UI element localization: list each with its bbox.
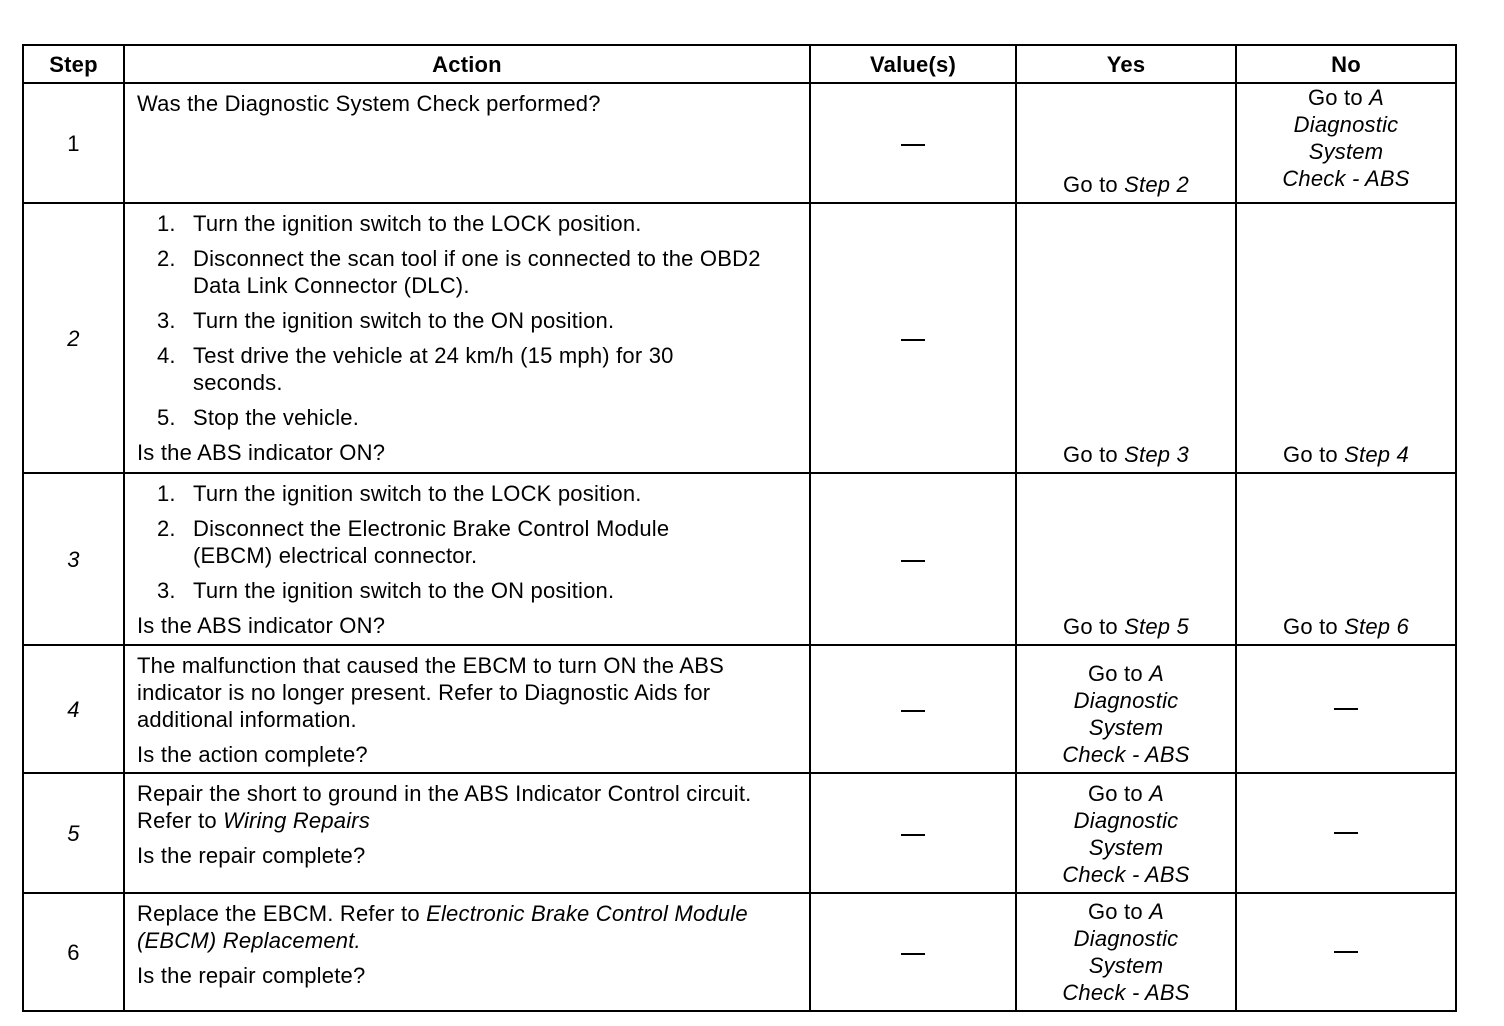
- yes-link[interactable]: Step 5: [1124, 614, 1189, 639]
- action-step: 1. Turn the ignition switch to the LOCK position.: [157, 481, 642, 506]
- action-cell: [124, 645, 810, 773]
- no-cell: [1236, 645, 1456, 773]
- header-action: Action: [124, 45, 810, 83]
- action-link[interactable]: Electronic Brake Control Module (EBCM) Replacement.: [137, 901, 748, 953]
- action-text: Repair the short to ground in the ABS Indicator Control circuit. Refer to Wiring Repairs: [137, 781, 752, 833]
- value-cell: [810, 645, 1016, 773]
- yes-prefix: Go to: [1088, 661, 1150, 686]
- no-dash: [1334, 708, 1358, 710]
- action-cell: [124, 473, 810, 645]
- value-cell: [810, 473, 1016, 645]
- no-link[interactable]: A Diagnostic System Check - ABS: [1282, 85, 1410, 191]
- yes-prefix: Go to: [1063, 172, 1125, 197]
- action-step: 4. Test drive the vehicle at 24 km/h (15 mph) for 30 seconds.: [157, 343, 674, 395]
- table-row: [23, 773, 1456, 893]
- diagnostic-table: [22, 44, 1457, 1012]
- yes-link[interactable]: A Diagnostic System Check - ABS: [1062, 661, 1190, 767]
- yes-cell: [1016, 893, 1236, 1011]
- yes-prefix: Go to: [1063, 442, 1125, 467]
- yes-cell: [1016, 473, 1236, 645]
- table-row: [23, 645, 1456, 773]
- no-link[interactable]: Step 6: [1344, 614, 1409, 639]
- value-dash: [901, 339, 925, 341]
- action-question: Is the ABS indicator ON?: [137, 440, 386, 465]
- no-cell: [1236, 203, 1456, 473]
- table-row: [23, 203, 1456, 473]
- value-dash: [901, 560, 925, 562]
- action-question: Was the Diagnostic System Check performed?: [137, 91, 601, 116]
- diagnostic-table-wrapper: [22, 44, 1455, 1012]
- yes-cell: [1016, 83, 1236, 203]
- action-step: 1. Turn the ignition switch to the LOCK position.: [157, 211, 642, 236]
- action-question: Is the repair complete?: [137, 963, 366, 988]
- table-row: [23, 83, 1456, 203]
- step-number: 2: [23, 203, 124, 473]
- action-cell: [124, 203, 810, 473]
- action-cell: [124, 773, 810, 893]
- action-step: 2. Disconnect the Electronic Brake Control Module (EBCM) electrical connector.: [157, 516, 670, 568]
- value-cell: [810, 893, 1016, 1011]
- action-text: The malfunction that caused the EBCM to turn ON the ABS indicator is no longer present. Refer to Diagnostic Aids for additional information.: [137, 653, 724, 732]
- yes-prefix: Go to: [1088, 781, 1150, 806]
- yes-cell: [1016, 773, 1236, 893]
- no-link[interactable]: Step 4: [1344, 442, 1409, 467]
- no-cell: [1236, 893, 1456, 1011]
- action-cell: [124, 83, 810, 203]
- action-question: Is the repair complete?: [137, 843, 366, 868]
- yes-link[interactable]: Step 2: [1124, 172, 1189, 197]
- no-prefix: Go to: [1283, 614, 1345, 639]
- action-step: 3. Turn the ignition switch to the ON position.: [157, 578, 615, 603]
- action-step: 2. Disconnect the scan tool if one is connected to the OBD2 Data Link Connector (DLC).: [157, 246, 761, 298]
- header-no: No: [1236, 45, 1456, 83]
- no-cell: [1236, 83, 1456, 203]
- no-dash: [1334, 832, 1358, 834]
- step-number: 6: [23, 893, 124, 1011]
- table-row: [23, 473, 1456, 645]
- step-number: 3: [23, 473, 124, 645]
- value-dash: [901, 144, 925, 146]
- value-dash: [901, 834, 925, 836]
- value-cell: [810, 203, 1016, 473]
- no-prefix: Go to: [1308, 85, 1370, 110]
- yes-link[interactable]: A Diagnostic System Check - ABS: [1062, 899, 1190, 1005]
- header-step: Step: [23, 45, 124, 83]
- action-link[interactable]: Wiring Repairs: [223, 808, 371, 833]
- no-prefix: Go to: [1283, 442, 1345, 467]
- action-cell: [124, 893, 810, 1011]
- step-number: 1: [23, 83, 124, 203]
- no-cell: [1236, 473, 1456, 645]
- action-question: Is the ABS indicator ON?: [137, 613, 386, 638]
- step-number: 4: [23, 645, 124, 773]
- yes-cell: [1016, 645, 1236, 773]
- value-cell: [810, 83, 1016, 203]
- yes-link[interactable]: Step 3: [1124, 442, 1189, 467]
- action-step: 5. Stop the vehicle.: [157, 405, 360, 430]
- no-dash: [1334, 951, 1358, 953]
- table-row: [23, 893, 1456, 1011]
- yes-link[interactable]: A Diagnostic System Check - ABS: [1062, 781, 1190, 887]
- action-steps: [137, 210, 799, 431]
- value-dash: [901, 710, 925, 712]
- header-row: [23, 45, 1456, 83]
- value-cell: [810, 773, 1016, 893]
- yes-cell: [1016, 203, 1236, 473]
- yes-prefix: Go to: [1063, 614, 1125, 639]
- value-dash: [901, 953, 925, 955]
- action-steps: [137, 480, 799, 604]
- action-step: 3. Turn the ignition switch to the ON position.: [157, 308, 615, 333]
- yes-prefix: Go to: [1088, 899, 1150, 924]
- no-cell: [1236, 773, 1456, 893]
- action-text: Replace the EBCM. Refer to Electronic Brake Control Module (EBCM) Replacement.: [137, 901, 748, 953]
- step-number: 5: [23, 773, 124, 893]
- header-values: Value(s): [810, 45, 1016, 83]
- header-yes: Yes: [1016, 45, 1236, 83]
- action-question: Is the action complete?: [137, 742, 368, 767]
